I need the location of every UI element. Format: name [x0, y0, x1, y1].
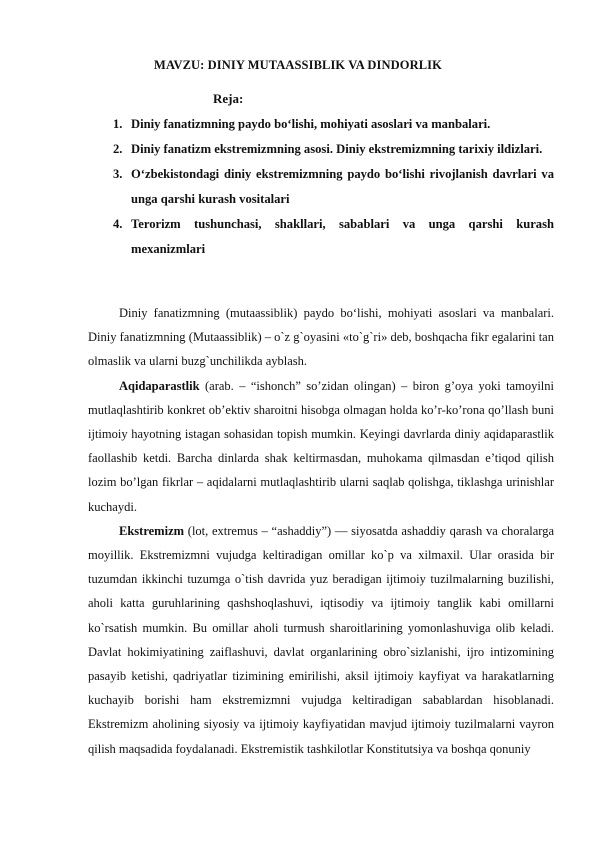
plan-item-text: Diniy fanatizmning paydo bo‘lishi, mohiyati asoslari va manbalari. — [131, 117, 491, 131]
plan-item-number: 3. — [113, 167, 123, 181]
paragraph — [88, 519, 554, 761]
paragraph-text: (lot, extremus – “ashaddiy”) — siyosatda ashaddiy qarash va choralarga moyillik. Ekstremizmni vujudga keltiradigan omillar ko`p va xilmaxil. Ular orasida bir tuzumdan ikkinchi tuzumga o`tish davrida yuz beradigan ijtimoiy tuzilmalarning buzilishi, aholi katta guruhlarining qashshoqlashuvi, iqtisodiy va ijtimoiy tanglik kabi omillarni ko`rsatish mumkin. Bu omillar aholi turmush sharoitlarining yomonlashuviga olib keladi. Davlat hokimiyatining zaiflashuvi, davlat organlarining obro`sizlanishi, ijro intizomining pasayib ketishi, qadriyatlar tizimining emirilishi, aksil ijtimoiy kayfiyat va harakatlarning kuchayib borishi ham ekstremizmni vujudga keltiradigan sabablardan hisoblanadi. Ekstremizm aholining siyosiy va ijtimoiy kayfiyatidan mavjud ijtimoiy tuzilmalarni vayron qilish maqsadida foydalanadi. Ekstremistik tashkilotlar Konstitutsiya va boshqa qonuniy — [88, 523, 554, 756]
paragraph-text: (arab. – “ishonch” so’zidan olingan) – biron g’oya yoki tamoyilni mutlaqlashtirib konkret ob’ektiv sharoitni hisobga olmagan holda ko’r-ko’rona qo’llash buni ijtimoiy hayotning istagan sohasidan topish mumkin. Keyingi davrlarda diniy aqidaparastlik faollashib ketdi. Barcha dinlarda shak keltirmasdan, muhokama qilmasdan e’tiqod qilish lozim bo’lgan fikrlar – aqidalarni mutlaqlashtirib ularni saqlab qolishga, tiklashga urinishlar kuchaydi. — [88, 378, 554, 514]
plan-list — [113, 112, 554, 262]
plan-item-text: Terorizm tushunchasi, shakllari, sabablari va unga qarshi kurash mexanizmlari — [131, 217, 554, 256]
document-title: MAVZU: DINIY MUTAASSIBLIK VA DINDORLIK — [154, 58, 442, 72]
plan-item — [113, 112, 554, 137]
paragraph-lead-term: Aqidaparastlik — [119, 378, 200, 393]
plan-item-text: O‘zbekistondagi diniy ekstremizmning paydo bo‘lishi rivojlanish davrlari va unga qarshi kurash vositalari — [131, 167, 554, 206]
plan-item-number: 1. — [113, 117, 123, 131]
paragraph — [88, 374, 554, 519]
plan-heading: Reja: — [213, 91, 244, 106]
plan-item — [113, 162, 554, 212]
plan-item-text: Diniy fanatizm ekstremizmning asosi. Diniy ekstremizmning tarixiy ildizlari. — [131, 142, 543, 156]
paragraph — [88, 301, 554, 374]
plan-item — [113, 212, 554, 262]
plan-item-number: 2. — [113, 142, 123, 156]
paragraph-lead-term: Ekstremizm — [119, 523, 185, 538]
plan-item-number: 4. — [113, 217, 123, 231]
plan-item — [113, 137, 554, 162]
paragraph-text: Diniy fanatizmning (mutaassiblik) paydo bo‘lishi, mohiyati asoslari va manbalari. Diniy fanatizmning (Mutaassiblik) – o`z g`oyasini «to`g`ri» deb, boshqacha fikr egalarini tan olmaslik va ularni buzg`unchilikda ayblash. — [88, 306, 554, 369]
body-text — [88, 301, 554, 761]
